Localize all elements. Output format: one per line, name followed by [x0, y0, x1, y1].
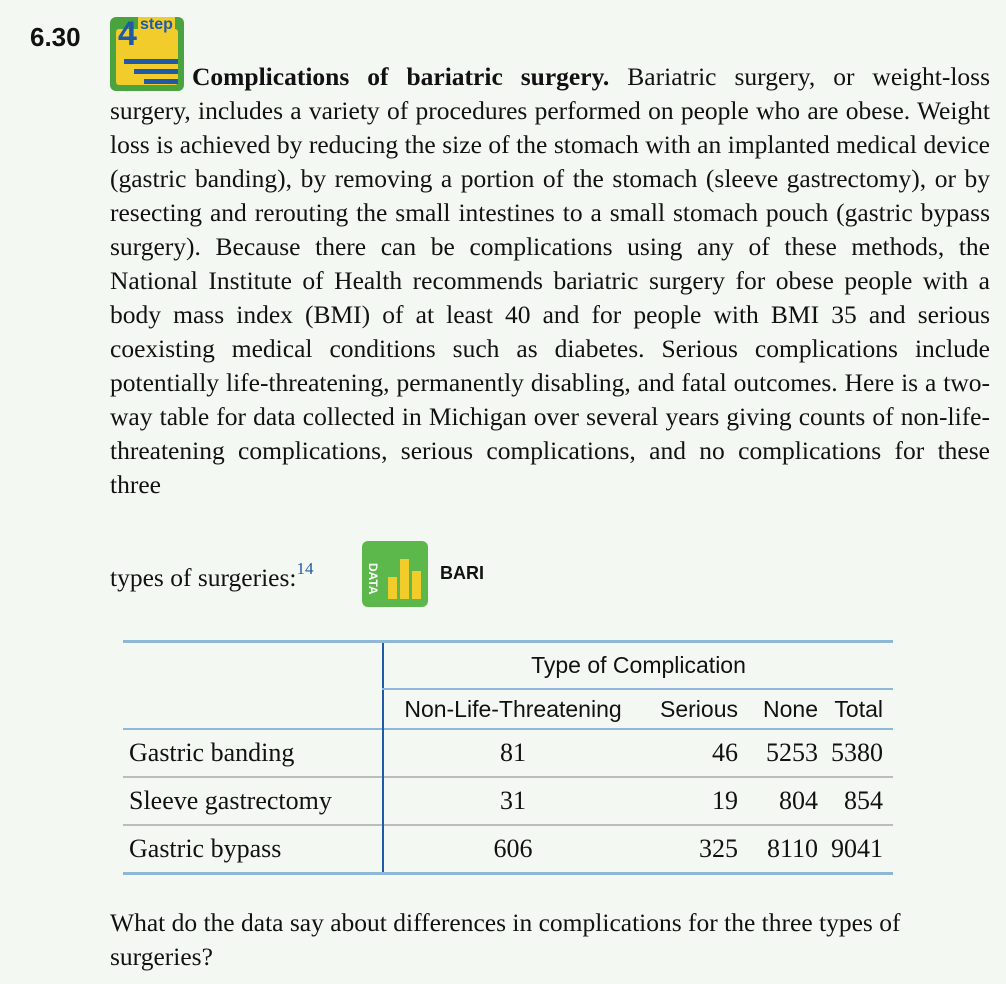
data-icon[interactable]: [362, 541, 428, 607]
table-row: [123, 729, 893, 777]
table-cell: 81: [383, 729, 642, 777]
row-label: Gastric banding: [129, 738, 295, 767]
row-label: Gastric bypass: [129, 834, 282, 863]
table-cell: 8110: [766, 834, 818, 863]
table-cell: 46: [712, 738, 738, 767]
table-intro-text: types of surgeries:: [110, 563, 297, 592]
two-way-table: [123, 640, 893, 875]
column-header: Serious: [660, 695, 738, 722]
problem-body: Bariatric surgery, or weight-loss surgery, includes a variety of procedures performed on people who are obese. Weight loss is achieved by reducing the size of the stomach with an implanted medical device (gastric banding), by removing a portion of the stomach (sleeve gastrectomy), or by resecting and rerouting the small intestines to a small stomach pouch (gastric bypass surgery). Because there can be complications using any of these methods, the National Institute of Health recommends bariatric surgery for obese people with a body mass index (BMI) of at least 40 and for people with BMI 35 and serious coexisting medical conditions such as diabetes. Serious complications include potentially life-threatening, permanently disabling, and fatal outcomes. Here is a two-way table for data collected in Michigan over several years giving counts of non-life-threatening complications, serious complications, and no complications for these three: [110, 62, 991, 499]
table-cell: 854: [844, 786, 883, 815]
row-label: Sleeve gastrectomy: [129, 786, 332, 815]
question-text: What do the data say about differences in complications for the three types of surgeries?: [110, 908, 901, 971]
table-row: [123, 777, 893, 825]
cut-off-previous-text: [300, 0, 600, 6]
table-cell: 31: [383, 777, 642, 825]
table-row: [123, 825, 893, 874]
table-cell: 804: [779, 786, 818, 815]
data-icon-label: DATA: [366, 563, 380, 595]
table-cell: 19: [712, 786, 738, 815]
table-cell: 9041: [831, 834, 883, 863]
column-header: None: [763, 695, 818, 722]
four-step-icon-numeral: 4: [118, 17, 137, 53]
column-header: Non-Life-Threatening: [383, 689, 642, 729]
footnote-link[interactable]: 14: [296, 559, 314, 578]
exercise-number: 6.30: [30, 22, 81, 52]
table-cell: 5253: [766, 738, 818, 767]
problem-title: Complications of bariatric surgery.: [192, 62, 610, 91]
problem-statement: [110, 60, 990, 502]
four-step-icon-word: step: [140, 17, 173, 33]
dataset-name[interactable]: BARI: [440, 563, 484, 583]
group-header: Type of Complication: [383, 642, 893, 690]
column-header: Total: [834, 695, 883, 722]
table-cell: 5380: [831, 738, 883, 767]
table-cell: 606: [383, 825, 642, 874]
table-intro: [110, 552, 314, 595]
table-cell: 325: [699, 834, 738, 863]
